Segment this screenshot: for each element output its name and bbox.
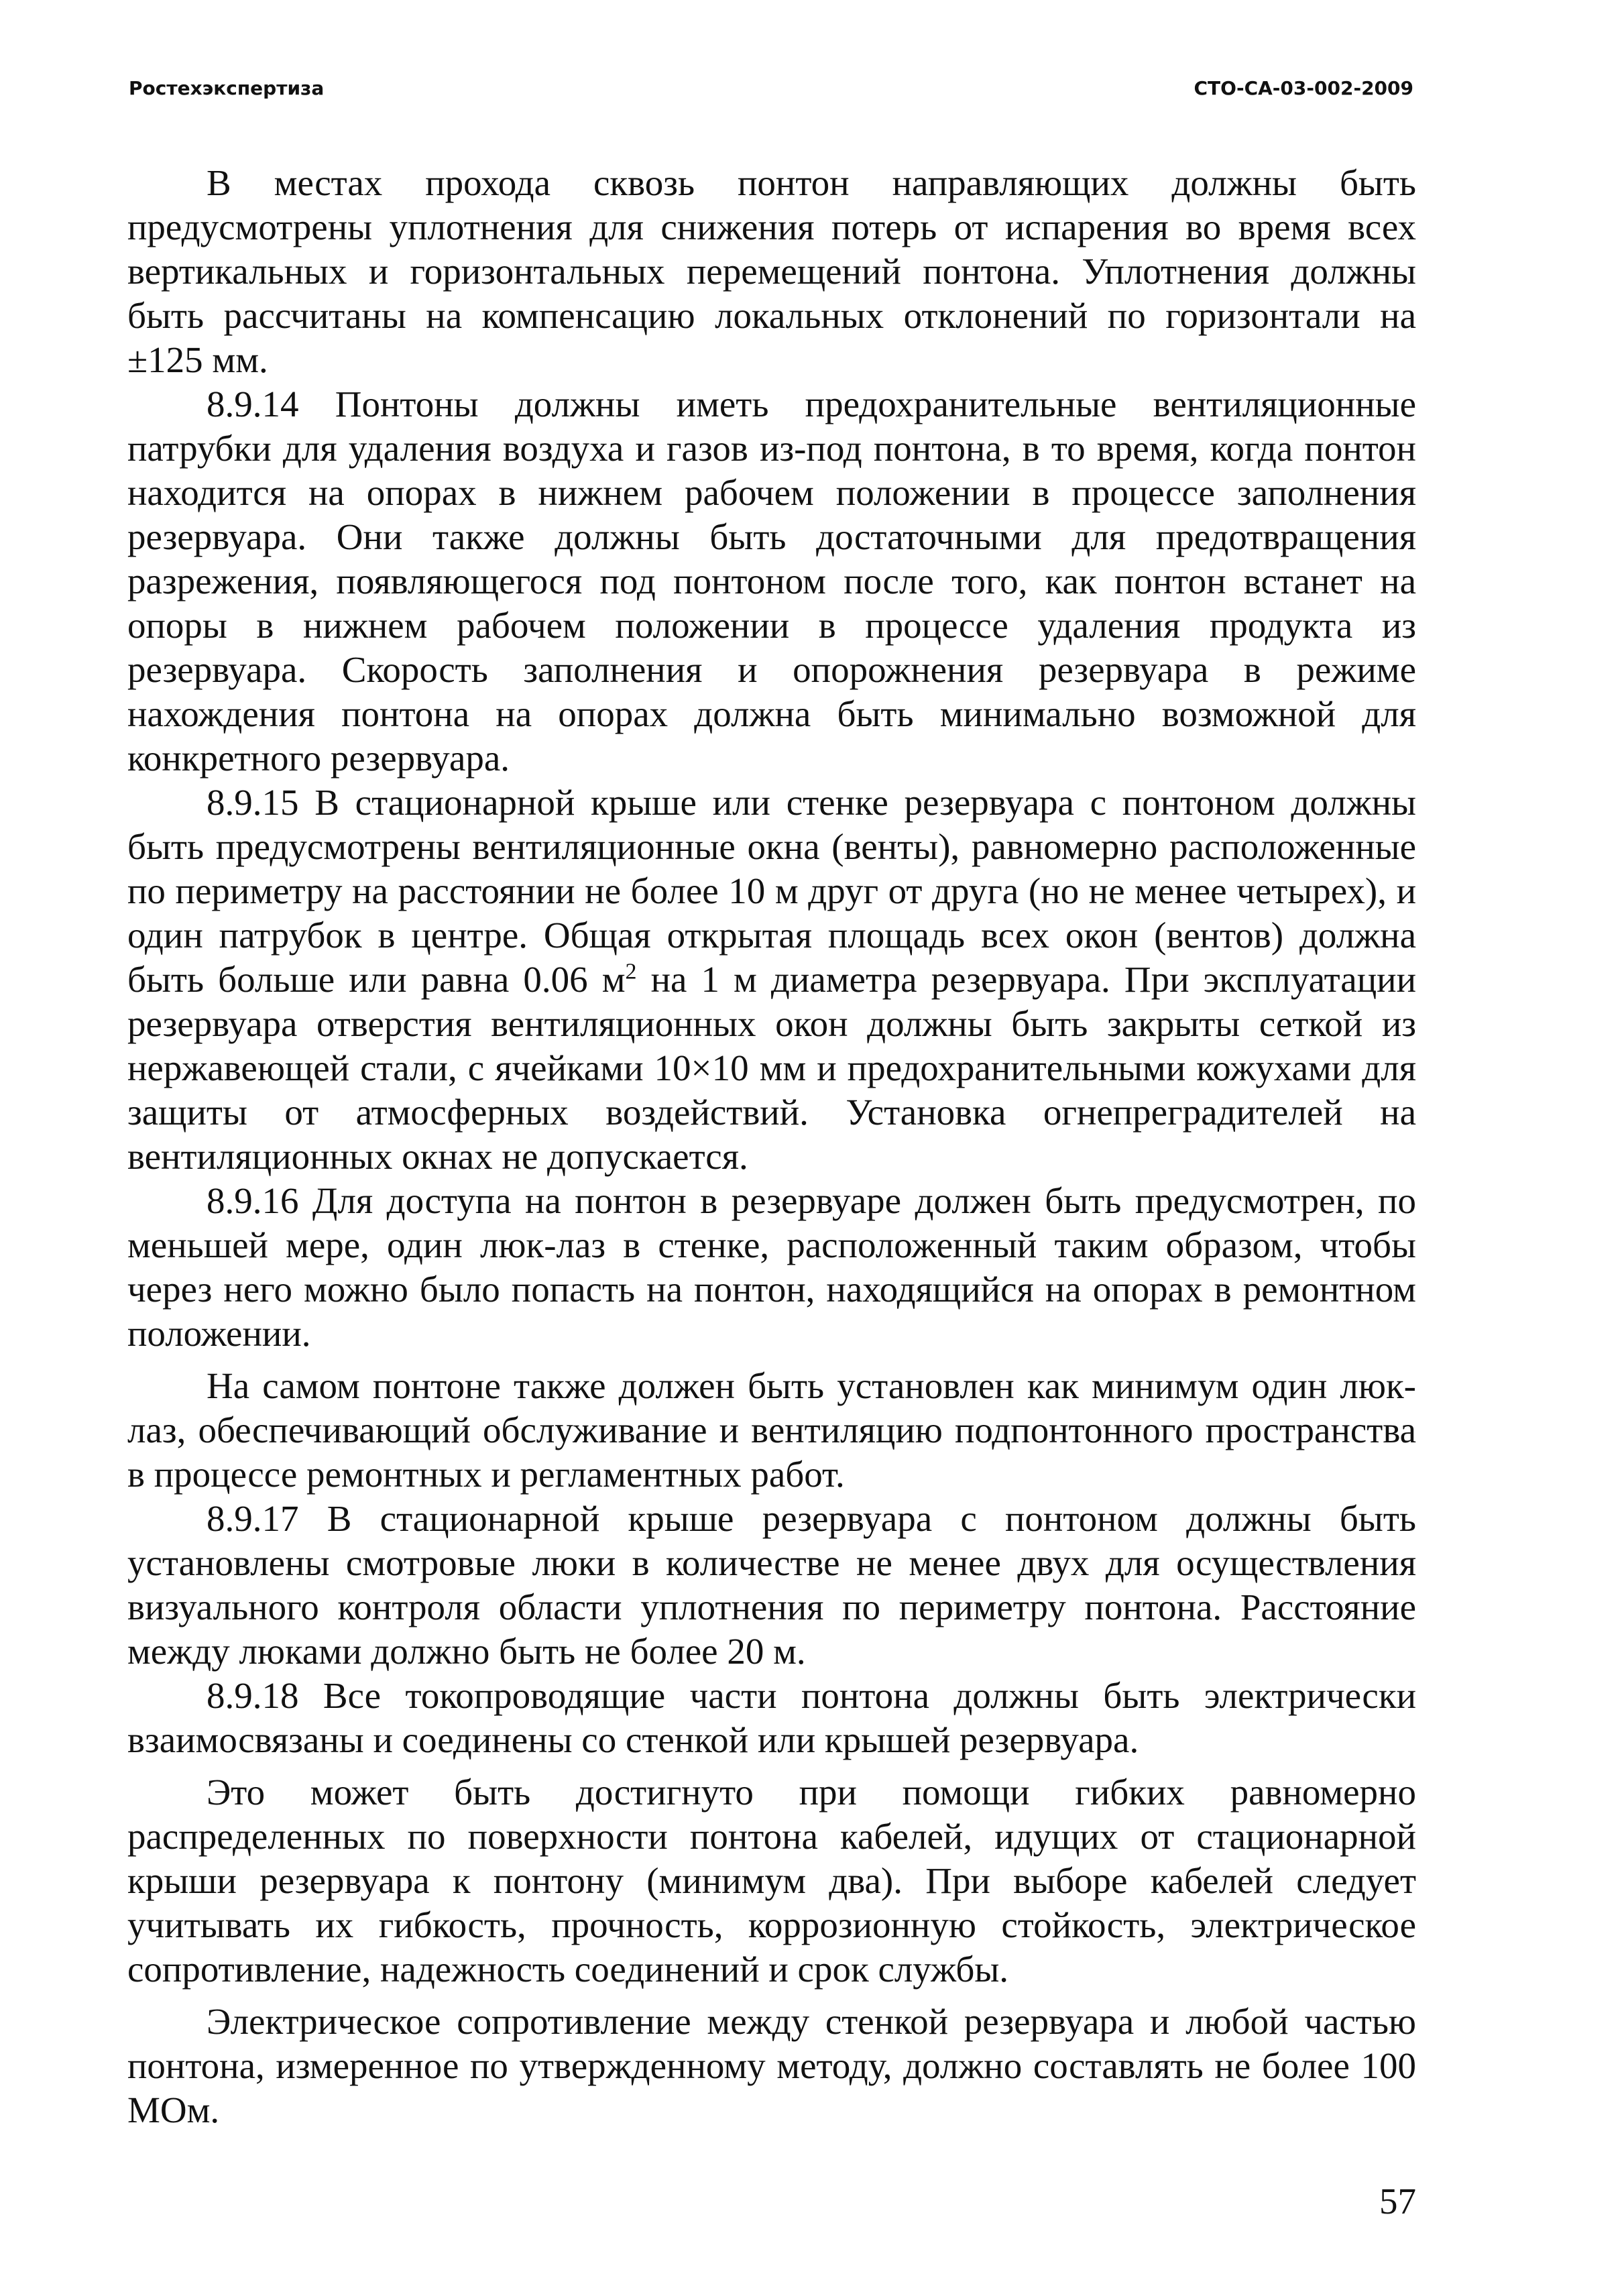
header-organization: Ростехэкспертиза: [129, 77, 325, 99]
paragraph-manhole-on-pontoon: На самом понтоне также должен быть установлен как минимум один люк-лаз, обеспечивающий обслуживание и вентиляцию подпонтонного пространства в процессе ремонтных и регламентных работ.: [127, 1365, 1416, 1495]
paragraph-8-9-15: [127, 781, 1416, 1179]
paragraph-guides-seals: В местах прохода сквозь понтон направляющих должны быть предусмотрены уплотнения для снижения потерь от испарения во время всех вертикальных и горизонтальных перемещений понтона. Уплотнения должны быть рассчитаны на компенсацию локальных отклонений по горизонтали на ±125 мм.: [127, 162, 1416, 380]
page-body: [127, 161, 1416, 2132]
paragraph-8-9-18: 8.9.18 Все токопроводящие части понтона должны быть электрически взаимосвязаны и соединены со стенкой или крышей резервуара.: [127, 1675, 1416, 1760]
superscript-square: 2: [625, 959, 637, 984]
paragraph-8-9-14: 8.9.14 Понтоны должны иметь предохранительные вентиляционные патрубки для удаления воздуха и газов из-под понтона, в то время, когда понтон находится на опорах в нижнем рабочем положении в процессе заполнения резервуара. Они также должны быть достаточными для предотвращения разрежения, появляющегося под понтоном после того, как понтон встанет на опоры в нижнем рабочем положении в процессе удаления продукта из резервуара. Скорость заполнения и опорожнения резервуара в режиме нахождения понтона на опорах должна быть минимально возможной для конкретного резервуара.: [127, 384, 1416, 779]
paragraph-cables: Это может быть достигнуто при помощи гибких равномерно распределенных по поверхности понтона кабелей, идущих от стационарной крыши резервуара к понтону (минимум два). При выборе кабелей следует учитывать их гибкость, прочность, коррозионную стойкость, электрическое сопротивление, надежность соединений и срок службы.: [127, 1772, 1416, 1990]
page-number: 57: [1379, 2181, 1416, 2222]
paragraph-8-9-15-text-end: на 1 м диаметра резервуара. При эксплуатации резервуара отверстия вентиляционных окон должны быть закрыты сеткой из нержавеющей стали, с ячейками 10×10 мм и предохранительными кожухами для защиты от атмосферных воздействий. Установка огнепреградителей на вентиляционных окнах не допускается.: [127, 959, 1417, 1177]
header-document-code: СТО-СА-03-002-2009: [1194, 77, 1413, 99]
paragraph-resistance: Электрическое сопротивление между стенкой резервуара и любой частью понтона, измеренное по утвержденному методу, должно составлять не более 100 МОм.: [127, 2001, 1416, 2130]
paragraph-8-9-16: 8.9.16 Для доступа на понтон в резервуаре должен быть предусмотрен, по меньшей мере, один люк-лаз в стенке, расположенный таким образом, чтобы через него можно было попасть на понтон, находящийся на опорах в ремонтном положении.: [127, 1180, 1416, 1354]
paragraph-8-9-17: 8.9.17 В стационарной крыше резервуара с понтоном должны быть установлены смотровые люки в количестве не менее двух для осуществления визуального контроля области уплотнения по периметру понтона. Расстояние между люками должно быть не более 20 м.: [127, 1498, 1416, 1672]
page-header: [129, 75, 1413, 102]
paragraph-8-9-15-text-start: 8.9.15 В стационарной крыше или стенке резервуара с понтоном должны быть предусмотрены вентиляционные окна (венты), равномерно расположенные по периметру на расстоянии не более 10 м друг от друга (но не менее четырех), и один патрубок в центре. Общая открытая площадь всех окон (вентов) должна быть больше или равна 0.06 м: [127, 782, 1416, 1000]
